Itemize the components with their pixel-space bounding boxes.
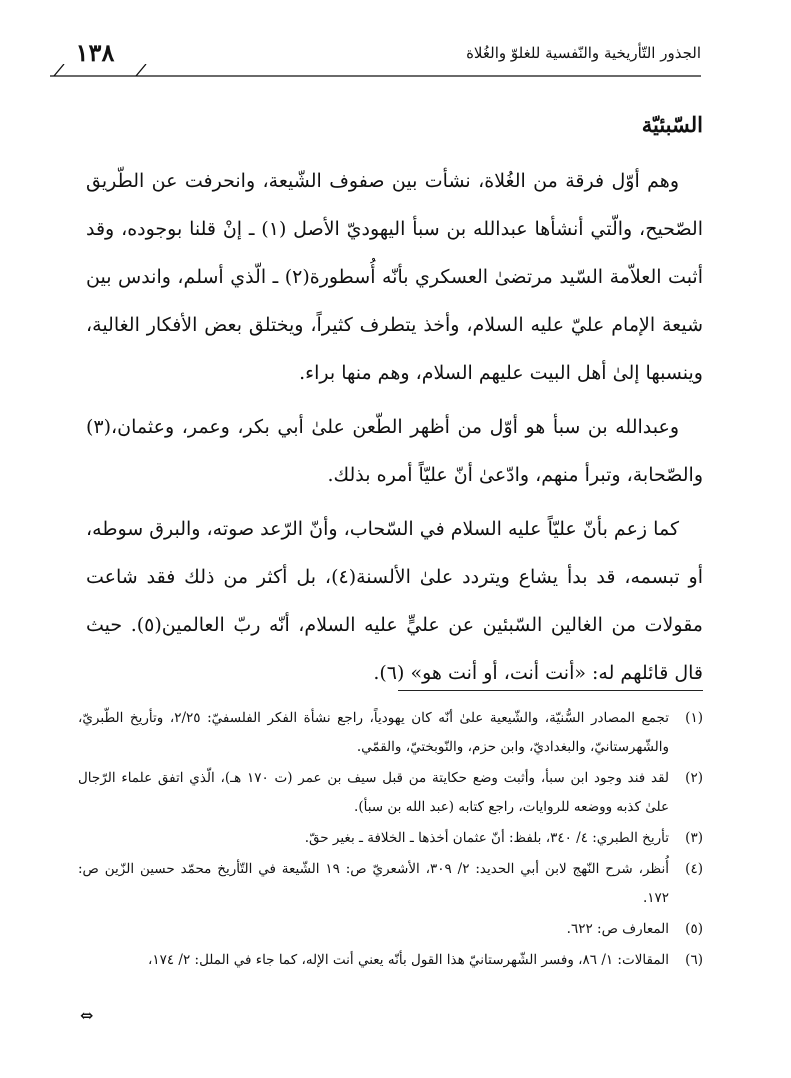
footnote-text: تجمع المصادر السُّنيّة، والشّيعية علىٰ أنّه كان يهودياً، راجع نشأة الفكر الفلسفيّ: ٢/٢٥، وتأريخ الطّبريّ، والشّهرستانيّ، والبغداديّ، وابن حزم، والنّوبختيّ، والقمّي. — [78, 710, 669, 755]
footnote-text: المعارف ص: ٦٢٢. — [566, 921, 669, 937]
page-number: ١٣٨ — [75, 38, 115, 67]
footnote-number: (٦) — [685, 952, 703, 968]
continuation-arrow-icon: ⇔ — [80, 1006, 94, 1025]
footnotes — [78, 704, 703, 977]
header-rule — [50, 64, 701, 78]
paragraph: وهم أوّل فرقة من الغُلاة، نشأت بين صفوف الشّيعة، وانحرفت عن الطّريق الصّحيح، والّتي أنشأها عبدالله بن سبأ اليهوديّ الأصل (١) ـ إنْ قلنا بوجوده، وقد أثبت العلاّمة السّيد مرتضىٰ العسكري بأنّه أُسطورة(٢) ـ الّذي أسلم، واندس بين شيعة الإمام عليّ عليه السلام، وأخذ يتطرف كثيراً، ويختلق بعض الأفكار الغالية، وينسبها إلىٰ أهل البيت عليهم السلام، وهم منها براء. — [86, 170, 703, 384]
footnote-text: المقالات: ١/ ٨٦، وفسر الشّهرستانيّ هذا القول بأنّه يعني أنت الإله، كما جاء في الملل: ٢/ ١٧٤، — [148, 952, 669, 968]
footnote — [78, 824, 703, 853]
footnote-text: تأريخ الطبري: ٤/ ٣٤٠، بلفظ: أنّ عثمان أخذها ـ الخلافة ـ بغير حقّ. — [304, 830, 669, 846]
footnote — [78, 855, 703, 913]
footnote-number: (٤) — [685, 861, 703, 877]
footnote — [78, 704, 703, 762]
section-heading: السّبئيّة — [641, 112, 703, 137]
page-header — [50, 38, 701, 72]
footnote — [78, 915, 703, 944]
footnote — [78, 946, 703, 975]
footnote-rule — [398, 690, 703, 691]
paragraph: وعبدالله بن سبأ هو أوّل من أظهر الطّعن علىٰ أبي بكر، وعمر، وعثمان،(٣) والصّحابة، وتبرأ منهم، وادّعىٰ أنّ عليّاً أمره بذلك. — [86, 416, 703, 486]
running-title: الجذور التّأريخية والنّفسية للغلوّ والغُلاة — [466, 44, 701, 62]
paragraph: كما زعم بأنّ عليّاً عليه السلام في السّحاب، وأنّ الرّعد صوته، والبرق سوطه، أو تبسمه، قد بدأ يشاع ويتردد علىٰ الألسنة(٤)، بل أكثر من ذلك فقد شاعت مقولات من الغالين السّبئين عن عليٍّ عليه السلام، أنّه ربّ العالمين(٥). حيث قال قائلهم له: «أنت أنت، أو أنت هو» (٦). — [86, 518, 703, 684]
body-text — [86, 157, 703, 703]
footnote-number: (٢) — [685, 770, 703, 786]
footnote — [78, 764, 703, 822]
footnote-number: (١) — [685, 710, 703, 726]
footnote-number: (٣) — [685, 830, 703, 846]
footnote-text: أُنظر، شرح النّهج لابن أبي الحديد: ٢/ ٣٠٩، الأشعريّ ص: ١٩ الشّيعة في التّأريخ محمّد حسين الزّين ص: ١٧٢. — [78, 861, 669, 906]
footnote-number: (٥) — [685, 921, 703, 937]
footnote-text: لقد فند وجود ابن سبأ، وأثبت وضع حكايتة من قبل سيف بن عمر (ت ١٧٠ هـ)، الّذي اتفق علماء الرّجال علىٰ كذبه ووضعه للروايات، راجع كتابه (عبد الله بن سبأ). — [78, 770, 670, 815]
